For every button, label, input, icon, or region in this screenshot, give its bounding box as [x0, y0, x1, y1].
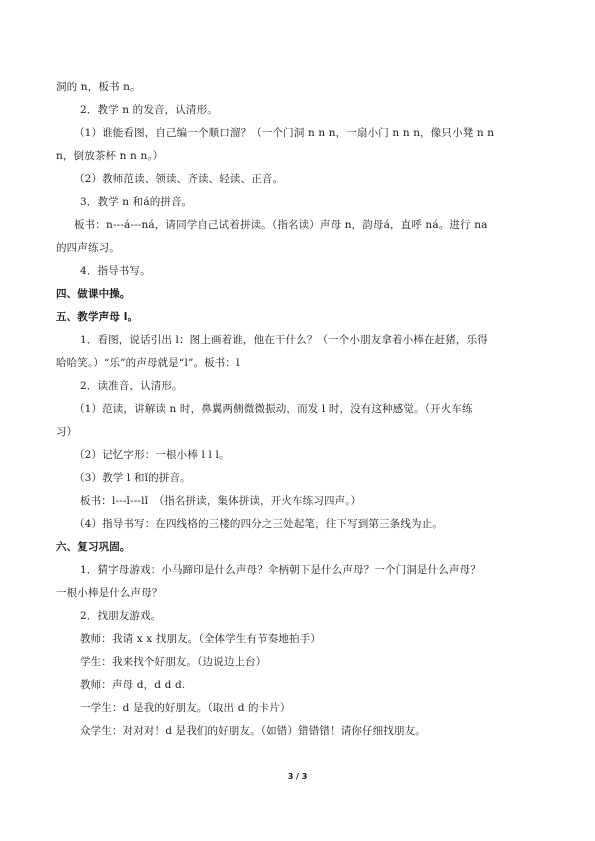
text-line: 板书：l---ǐ---lǐ （指名拼读，集体拼读，开火车练习四声。）: [80, 495, 362, 507]
text-line: （2）记忆字形：一根小棒 l l l。: [74, 449, 230, 461]
text-line: 一根小棒是什么声母？: [56, 587, 163, 599]
text-line: 一学生：d 是我的好朋友。（取出 d 的卡片）: [80, 702, 291, 714]
text-line: 4．指导书写。: [80, 265, 151, 277]
text-line: n，倒放茶杯 n n n。）: [56, 150, 164, 162]
text-line: （1）谁能看图，自己编一个顺口溜？（一个门洞 n n n，一扇小门 n n n，像只小凳 n n: [74, 127, 495, 139]
text-line: 2．找朋友游戏。: [80, 610, 162, 622]
text-line: 众学生：对对对！d 是我们的好朋友。（如错）错错错！请你仔细找朋友。: [80, 725, 426, 737]
text-line: 1．猜字母游戏：小马蹄印是什么声母？伞柄朝下是什么声母？一个门洞是什么声母？: [80, 564, 481, 576]
text-line: 3．教学 n 和á的拼音。: [80, 196, 193, 208]
text-line: 洞的 n，板书 n。: [56, 81, 141, 93]
text-line: 1．看图，说话引出 l：图上画着谁，他在干什么？（一个小朋友拿着小棒在赶猪，乐得: [80, 334, 488, 346]
text-line: （4）指导书写：在四线格的三楼的四分之三处起笔，往下写到第三条线为止。: [74, 518, 443, 530]
section-heading: 六、复习巩固。: [56, 541, 131, 553]
text-line: 哈哈笑。）“乐”的声母就是“l”。板书：l: [56, 357, 240, 369]
text-line: 教师：我请 x x 找朋友。（全体学生有节奏地拍手）: [80, 633, 322, 645]
page-number: 3 / 3: [287, 772, 308, 781]
text-line: 教师：声母 d，d d d.: [80, 679, 186, 691]
text-line: 的四声练习。: [56, 242, 120, 254]
text-line: （1）范读，讲解读 n 时，鼻翼两侧微微振动，而发 l 时，没有这种感觉。（开火车练: [74, 403, 473, 415]
section-heading: 五、教学声母 l。: [56, 311, 139, 323]
text-line: 学生：我来找个好朋友。（边说边上台）: [80, 656, 267, 668]
text-line: （3）教学 l 和ǐ的拼音。: [74, 472, 191, 484]
section-heading: 四、做课中操。: [56, 288, 131, 300]
text-line: （2）教师范读、领读、齐读、轻读、正音。: [74, 173, 284, 185]
text-line: 习）: [56, 426, 78, 438]
text-line: 2．教学 n 的发音，认清形。: [80, 104, 218, 116]
text-line: 2．读准音，认清形。: [80, 380, 183, 392]
text-line: 板书：n---á---ná，请同学自己试着拼读。（指名读）声母 n，韵母á，直呼 ná。进行 na: [74, 219, 488, 231]
